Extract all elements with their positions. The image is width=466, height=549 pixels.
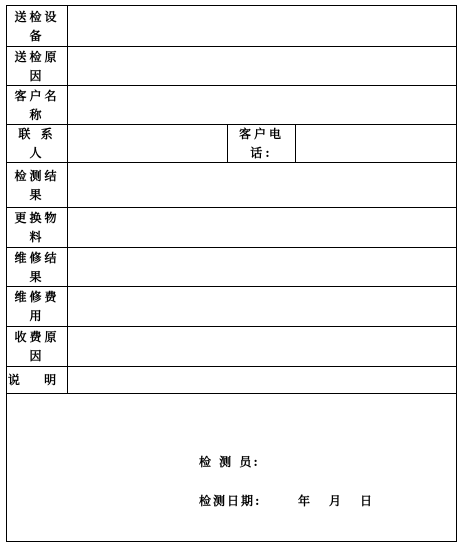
label-customer-phone xyxy=(227,125,296,162)
label-note-text: 说 明 xyxy=(7,373,67,387)
inspection-date-label: 检测日期: xyxy=(199,494,262,508)
charge-reason-field[interactable] xyxy=(68,327,456,366)
label-replace-material xyxy=(7,208,68,247)
row-repair-result xyxy=(7,248,456,287)
row-device xyxy=(7,6,456,47)
contact-field[interactable] xyxy=(68,125,227,162)
customer-name-field[interactable] xyxy=(68,86,456,124)
label-device xyxy=(7,6,68,46)
replace-material-field[interactable] xyxy=(68,208,456,247)
label-charge-reason-text: 收费原因 xyxy=(14,330,60,363)
label-repair-result-text: 维修结果 xyxy=(14,250,60,284)
label-replace-material-text: 更换物料 xyxy=(14,211,60,244)
label-test-result-text: 检测结果 xyxy=(14,168,60,202)
label-repair-result xyxy=(7,248,68,286)
label-repair-cost xyxy=(7,287,68,326)
repair-result-field[interactable] xyxy=(68,248,456,286)
date-month-label: 月 xyxy=(329,494,344,508)
label-customer-phone-text: 客户电话: xyxy=(238,126,284,160)
device-field[interactable] xyxy=(68,6,456,46)
note-field[interactable] xyxy=(68,367,456,393)
label-contact-text: 联 系 人 xyxy=(18,127,56,160)
signature-area xyxy=(7,394,456,541)
label-customer-name-text: 客户名称 xyxy=(14,88,60,122)
inspector-label: 检 测 员: xyxy=(199,455,260,469)
label-reason-text: 送检原因 xyxy=(14,49,60,83)
row-contact xyxy=(7,125,456,163)
reason-field[interactable] xyxy=(68,47,456,85)
test-result-field[interactable] xyxy=(68,163,456,207)
label-charge-reason xyxy=(7,327,68,366)
row-note xyxy=(7,367,456,394)
row-test-result xyxy=(7,163,456,208)
label-reason xyxy=(7,47,68,85)
label-customer-name xyxy=(7,86,68,124)
customer-phone-field[interactable] xyxy=(296,125,456,162)
label-note xyxy=(7,367,68,393)
row-customer-name xyxy=(7,86,456,125)
row-charge-reason xyxy=(7,327,456,367)
label-contact xyxy=(7,125,68,162)
service-form xyxy=(6,5,457,542)
repair-cost-field[interactable] xyxy=(68,287,456,326)
label-repair-cost-text: 维修费用 xyxy=(14,290,60,323)
date-day-label: 日 xyxy=(360,494,375,508)
label-device-text: 送检设备 xyxy=(14,9,60,43)
row-replace-material xyxy=(7,208,456,248)
row-reason xyxy=(7,47,456,86)
date-year-label: 年 xyxy=(298,494,313,508)
row-repair-cost xyxy=(7,287,456,327)
label-test-result xyxy=(7,163,68,207)
